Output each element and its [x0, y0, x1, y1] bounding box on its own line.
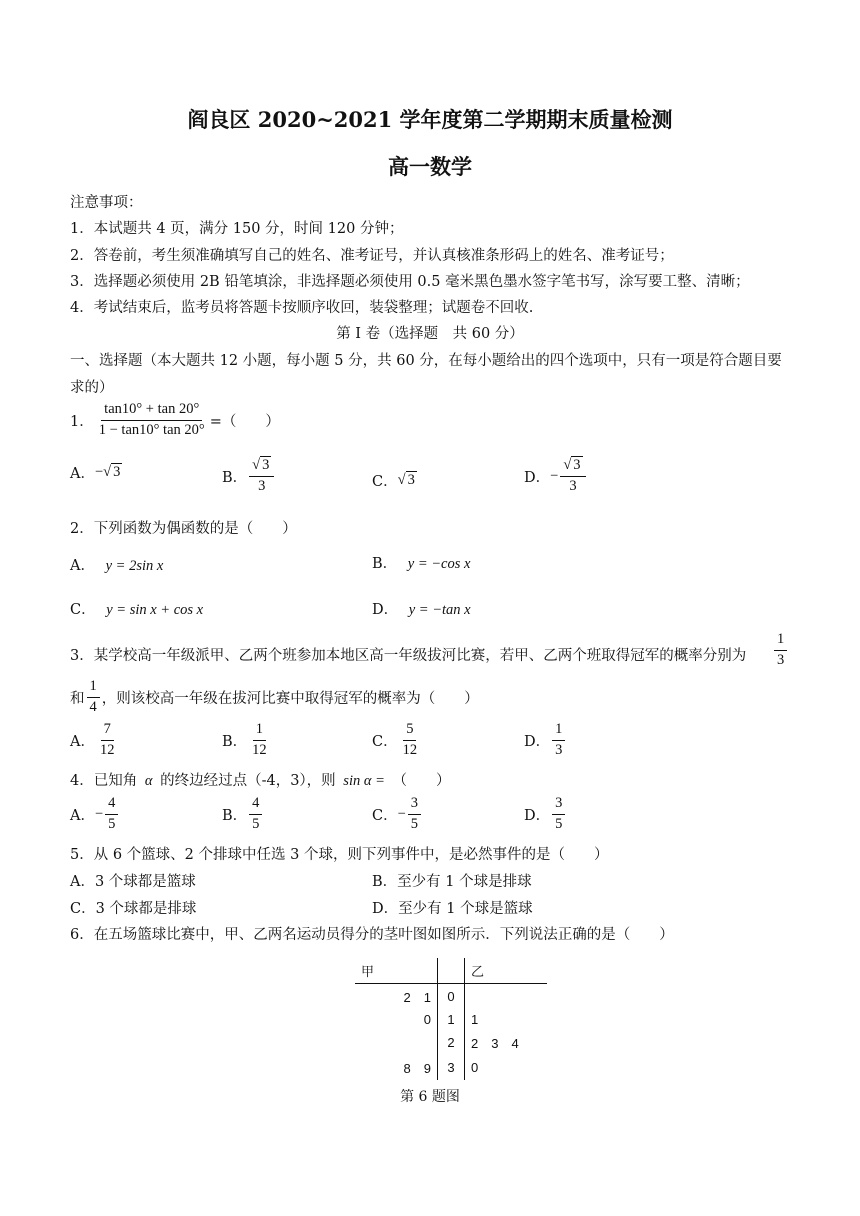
question-2-option-c — [70, 598, 203, 619]
question-1-fraction — [96, 402, 208, 439]
right-leaves: 2 3 4 — [471, 1036, 519, 1051]
fraction-denominator: 5 — [108, 815, 116, 832]
option-label: C． — [372, 807, 398, 824]
option-label: A． — [70, 733, 95, 750]
fraction-numerator: 7 — [101, 722, 114, 741]
question-3-option-d — [524, 722, 567, 759]
option-label: D． — [372, 602, 399, 618]
fraction-denominator: 4 — [89, 698, 97, 715]
option-value: y = −cos x — [407, 556, 471, 572]
option-label: C． — [70, 602, 96, 618]
notice-item-3: 3．选择题必须使用 2B 铅笔填涂，非选择题必须使用 0.5 毫米黑色墨水签字笔书写，涂写要工整、清晰； — [70, 274, 750, 290]
stem-text: （ ） — [392, 773, 451, 789]
question-1-tail: =（ ） — [209, 413, 280, 430]
left-leaves: 8 9 — [403, 1061, 431, 1076]
option-label: C． — [372, 474, 398, 490]
option-label: B． — [222, 733, 248, 750]
fraction-denominator: 12 — [402, 741, 418, 758]
stem-value: 0 — [438, 984, 465, 1010]
option-label: A． — [70, 558, 95, 574]
left-header: 甲 — [355, 958, 438, 984]
fraction-numerator: 1 — [87, 679, 100, 698]
option-value: y = 2sin x — [105, 558, 164, 574]
fraction-numerator: 3 — [408, 796, 421, 815]
sqrt-radicand: 3 — [113, 464, 121, 480]
left-leaves — [355, 1030, 438, 1055]
figure-caption: 第 6 题图 — [400, 1089, 460, 1105]
fraction-denominator: 3 — [555, 741, 563, 758]
option-a-sqrt: √ 3 — [103, 464, 121, 480]
question-1-option-a — [70, 462, 122, 483]
option-label: D． — [524, 807, 551, 824]
stem-value: 1 — [438, 1009, 465, 1030]
alpha-symbol: α — [144, 773, 153, 789]
left-leaves: 0 — [423, 1012, 431, 1027]
right-header: 乙 — [465, 958, 548, 984]
fraction-denominator: 12 — [99, 741, 115, 758]
option-label: A． — [70, 466, 95, 482]
question-3-fraction-1 — [772, 632, 789, 669]
fraction-numerator: 4 — [105, 796, 118, 815]
sin-expression: sin α = — [343, 773, 385, 789]
stem-text: 4．已知角 — [70, 773, 138, 789]
question-1-option-b — [222, 458, 276, 495]
question-4-stem — [70, 769, 450, 790]
question-4-option-d — [524, 796, 567, 833]
option-value: y = −tan x — [408, 602, 471, 618]
option-d-sign: − — [550, 467, 559, 484]
option-sign: − — [94, 805, 104, 822]
question-3-option-c — [372, 722, 422, 759]
question-5-option-d: D．至少有 1 个球是篮球 — [372, 901, 533, 917]
question-3-option-b — [222, 722, 272, 759]
fraction-denominator: 3 — [777, 651, 785, 668]
question-1-number: 1． — [70, 413, 94, 430]
right-leaves: 0 — [471, 1060, 479, 1075]
notice-item-4: 4．考试结束后，监考员将答题卡按顺序收回，装袋整理；试题卷不回收. — [70, 300, 534, 316]
option-label: D． — [524, 733, 551, 750]
question-2-option-d — [372, 598, 471, 619]
question-3-stem-line1: 3．某学校高一年级派甲、乙两个班参加本地区高一年级拔河比赛，若甲、乙两个班取得冠军的概率分别为 — [70, 648, 747, 664]
question-2-stem: 2．下列函数为偶函数的是（ ） — [70, 521, 297, 537]
question-4-option-a — [70, 796, 120, 833]
question-4-option-b — [222, 796, 264, 833]
stem-value: 2 — [438, 1030, 465, 1055]
option-a-sign: − — [94, 464, 104, 480]
option-label: D． — [524, 469, 551, 486]
option-label: B． — [222, 469, 248, 486]
fraction-numerator: 4 — [249, 796, 262, 815]
question-1-option-c — [372, 470, 417, 491]
left-leaves: 2 1 — [403, 990, 431, 1005]
fraction-numerator: 1 — [774, 632, 787, 651]
option-value: y = sin x + cos x — [106, 602, 204, 618]
option-d-fraction: $\frac{√ 3}{3}$ — [560, 458, 585, 495]
exam-title: 阎良区 2020~2021 学年度第二学期期末质量检测 — [187, 107, 673, 132]
sqrt-radicand: 3 — [407, 472, 415, 488]
option-b-fraction: $\frac{√ 3}{3}$ — [249, 458, 274, 495]
fraction-numerator: 3 — [552, 796, 565, 815]
option-label: C． — [372, 733, 398, 750]
question-5-option-c: C．3 个球都是排球 — [70, 901, 197, 917]
question-5-stem: 5．从 6 个篮球、2 个排球中任选 3 个球，则下列事件中，是必然事件的是（ ） — [70, 847, 609, 863]
stem-text: 和 — [70, 690, 85, 707]
question-6-stem: 6．在五场篮球比赛中，甲、乙两名运动员得分的茎叶图如图所示．下列说法正确的是（ ） — [70, 927, 674, 943]
stem-leaf-table — [355, 958, 547, 1080]
question-2-option-b — [372, 552, 470, 573]
question-1-denominator: 1 − tan10° tan 20° — [98, 421, 205, 438]
question-4-option-c — [372, 796, 423, 833]
option-label: B． — [222, 807, 248, 824]
fraction-denominator: 5 — [410, 815, 419, 832]
stem-header — [438, 958, 465, 984]
section-intro-line2: 求的） — [70, 380, 114, 396]
fraction-denominator: 5 — [555, 815, 563, 832]
question-5-option-a: A．3 个球都是篮球 — [70, 874, 196, 890]
option-c-sqrt: √ 3 — [397, 472, 415, 488]
fraction-denominator: 12 — [252, 741, 267, 758]
question-3-fraction-2 — [87, 679, 100, 716]
question-5-option-b: B．至少有 1 个球是排球 — [372, 874, 532, 890]
right-leaves — [465, 984, 548, 1010]
fraction-denominator: 5 — [252, 815, 260, 832]
stem-leaf-plot — [355, 958, 547, 1080]
question-2-option-a — [70, 554, 163, 575]
fraction-denominator: 3 — [258, 477, 266, 494]
exam-subject: 高一数学 — [388, 154, 472, 179]
question-1-numerator: tan10° + tan 20° — [101, 402, 202, 421]
notice-item-2: 2．答卷前，考生须准确填写自己的姓名、准考证号，并认真核准条形码上的姓名、准考证号； — [70, 248, 674, 264]
sqrt-radicand: 3 — [262, 457, 270, 473]
question-3-stem-line2 — [70, 679, 479, 716]
fraction-numerator: 1 — [552, 722, 565, 741]
notice-item-1: 1．本试题共 4 页，满分 150 分，时间 120 分钟； — [70, 221, 404, 237]
right-leaves: 1 — [471, 1012, 479, 1027]
stem-value: 3 — [438, 1055, 465, 1080]
question-1-option-d — [524, 458, 588, 495]
stem-text: 的终边经过点（-4，3），则 — [160, 773, 336, 789]
section-intro-line1: 一、选择题（本大题共 12 小题，每小题 5 分，共 60 分，在每小题给出的四个选项中，只有一项是符合题目要 — [70, 353, 782, 369]
fraction-numerator: 5 — [403, 722, 416, 741]
option-label: B． — [372, 556, 398, 572]
question-1-stem — [70, 402, 280, 439]
section-title: 第 I 卷（选择题 共 60 分） — [336, 326, 524, 342]
option-sign: − — [397, 805, 406, 822]
stem-text: ，则该校高一年级在拔河比赛中取得冠军的概率为（ ） — [101, 690, 479, 707]
sqrt-radicand: 3 — [573, 457, 581, 473]
fraction-numerator: 1 — [253, 722, 266, 741]
option-label: A． — [70, 807, 95, 824]
question-3-option-a — [70, 722, 119, 759]
notice-heading: 注意事项： — [70, 195, 143, 211]
fraction-denominator: 3 — [569, 477, 577, 494]
